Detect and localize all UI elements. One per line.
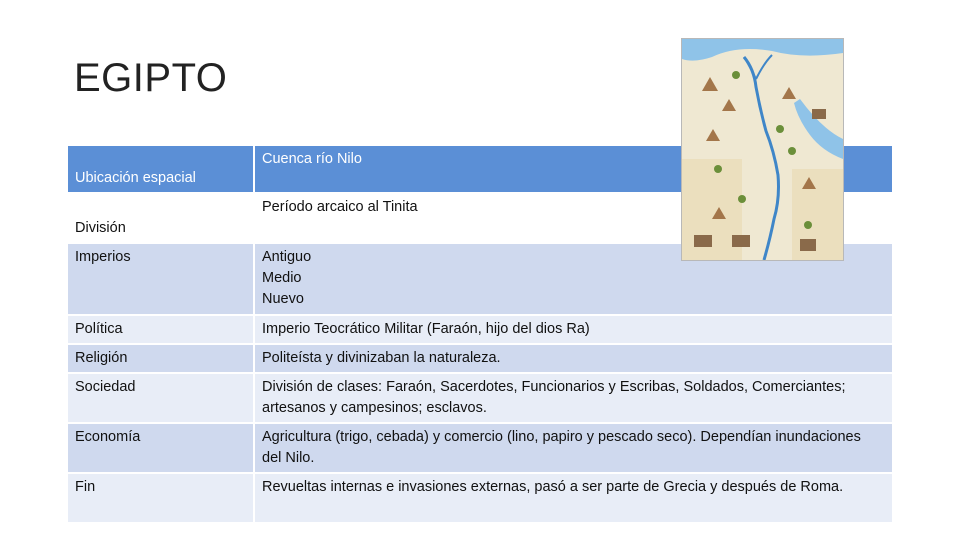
table-row [67,344,893,373]
egypt-map-image [681,38,844,261]
row-value: Cuenca río Nilo [254,145,893,193]
row-label: Sociedad [67,373,254,423]
egypt-nile-map-icon [682,39,843,260]
row-value: Politeísta y divinizaban la naturaleza. [254,344,893,373]
row-value: Antiguo Medio Nuevo [254,243,893,315]
row-value: Revueltas internas e invasiones externas, pasó a ser parte de Grecia y después de Roma. [254,473,893,523]
row-value: Imperio Teocrático Militar (Faraón, hijo del dios Ra) [254,315,893,344]
row-label: División [67,193,254,243]
row-label: Economía [67,423,254,473]
row-label: Imperios [67,243,254,315]
row-label: Ubicación espacial [67,145,254,193]
row-value: Agricultura (trigo, cebada) y comercio (lino, papiro y pescado seco). Dependían inundaciones del Nilo. [254,423,893,473]
page-title: EGIPTO [74,56,228,100]
table-row [67,423,893,473]
table-row [67,473,893,523]
row-label: Política [67,315,254,344]
row-label: Fin [67,473,254,523]
table-row [67,373,893,423]
row-value: División de clases: Faraón, Sacerdotes, Funcionarios y Escribas, Soldados, Comerciantes; artesanos y campesinos; esclavos. [254,373,893,423]
row-label: Religión [67,344,254,373]
table-row [67,315,893,344]
row-value: Período arcaico al Tinita [254,193,893,243]
